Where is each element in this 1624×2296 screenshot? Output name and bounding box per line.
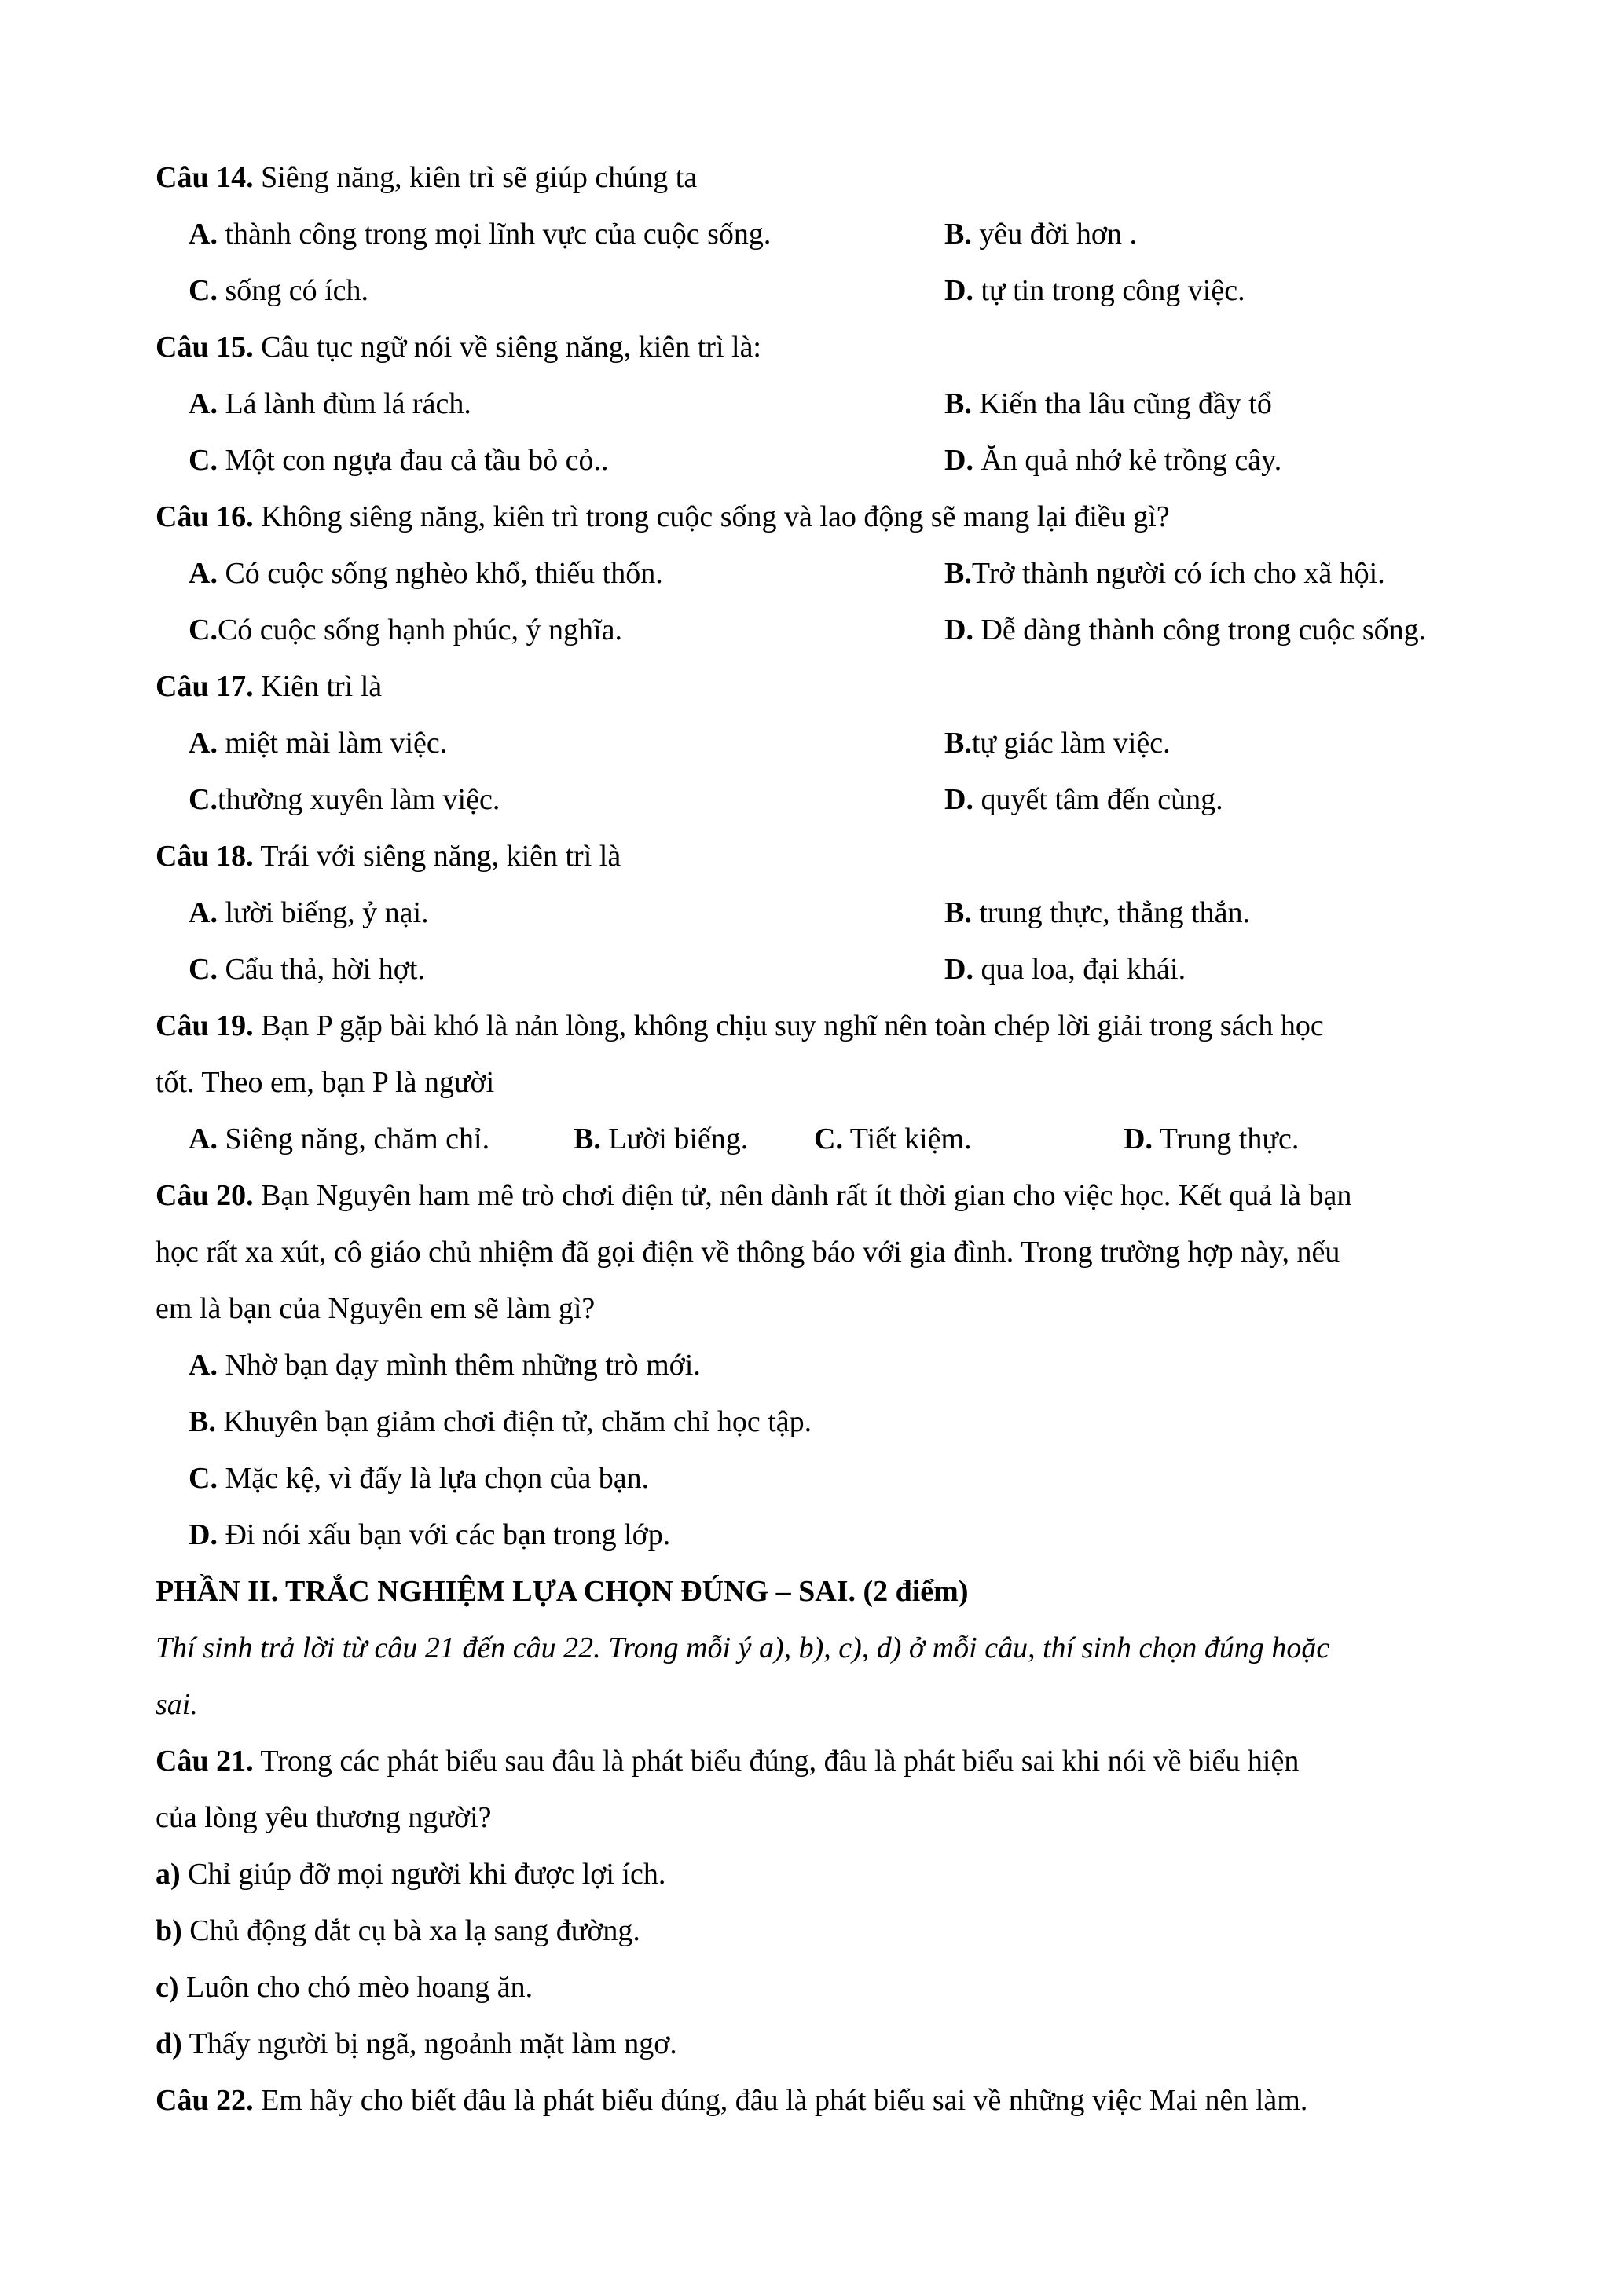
question-label: Câu 16.	[156, 500, 254, 533]
statement-a: a) Chỉ giúp đỡ mọi người khi được lợi ích.	[156, 1858, 666, 1891]
option-d: D. Ăn quả nhớ kẻ trồng cây.	[944, 444, 1282, 477]
options-row	[156, 375, 1476, 432]
option-c: C.Có cuộc sống hạnh phúc, ý nghĩa.	[189, 613, 622, 646]
option-b: B.tự giác làm việc.	[944, 727, 1171, 760]
question-text: Em hãy cho biết đâu là phát biểu đúng, đâu là phát biểu sai về những việc Mai nên làm.	[253, 2084, 1308, 2117]
question-text: Câu tục ngữ nói về siêng năng, kiên trì là:	[253, 331, 761, 364]
option-c: C. Tiết kiệm.	[814, 1122, 972, 1155]
question-label: Câu 15.	[156, 331, 254, 364]
question-text-continued: em là bạn của Nguyên em sẽ làm gì?	[156, 1292, 596, 1325]
section-instructions: Thí sinh trả lời từ câu 21 đến câu 22. Trong mỗi ý a), b), c), d) ở mỗi câu, thí sinh chọn đúng hoặc	[156, 1631, 1330, 1664]
question-text: Bạn Nguyên ham mê trò chơi điện tử, nên dành rất ít thời gian cho việc học. Kết quả là bạn	[253, 1179, 1352, 1212]
options-row	[156, 1111, 1476, 1167]
option-a: A. thành công trong mọi lĩnh vực của cuộc sống.	[189, 218, 772, 251]
option-d: D. tự tin trong công việc.	[944, 274, 1245, 307]
question-14	[156, 149, 1476, 206]
options-row	[156, 545, 1476, 602]
options-row	[156, 602, 1476, 658]
question-19	[156, 998, 1476, 1054]
exam-page	[156, 149, 1476, 2129]
option-a: A. miệt mài làm việc.	[189, 727, 448, 760]
options-row	[156, 941, 1476, 998]
option-c: C.thường xuyên làm việc.	[189, 783, 500, 816]
options-row	[156, 771, 1476, 828]
option-b: B. Khuyên bạn giảm chơi điện tử, chăm chỉ học tập.	[189, 1405, 812, 1438]
option-b: B. yêu đời hơn .	[944, 218, 1137, 251]
question-label: Câu 17.	[156, 670, 254, 703]
question-label: Câu 21.	[156, 1745, 254, 1778]
statement-d: d) Thấy người bị ngã, ngoảnh mặt làm ngơ.	[156, 2027, 677, 2060]
statement-c: c) Luôn cho chó mèo hoang ăn.	[156, 1971, 533, 2004]
question-text: Không siêng năng, kiên trì trong cuộc sống và lao động sẽ mang lại điều gì?	[253, 500, 1170, 533]
option-d: D. qua loa, đại khái.	[944, 953, 1186, 986]
option-c: C. Cẩu thả, hời hợt.	[189, 953, 425, 986]
option-b: B. Kiến tha lâu cũng đầy tổ	[944, 387, 1272, 420]
option-b: B. Lười biếng.	[574, 1122, 749, 1155]
question-text: Bạn P gặp bài khó là nản lòng, không chịu suy nghĩ nên toàn chép lời giải trong sách học	[253, 1009, 1324, 1042]
option-a: A. Có cuộc sống nghèo khổ, thiếu thốn.	[189, 557, 663, 590]
question-16	[156, 489, 1476, 545]
question-text: Trong các phát biểu sau đâu là phát biểu đúng, đâu là phát biểu sai khi nói về biểu hiện	[253, 1745, 1300, 1778]
question-22	[156, 2072, 1476, 2129]
question-label: Câu 19.	[156, 1009, 254, 1042]
question-20	[156, 1167, 1476, 1224]
option-d: D. Trung thực.	[1124, 1122, 1300, 1155]
question-text: Trái với siêng năng, kiên trì là	[253, 840, 621, 873]
section-heading: PHẦN II. TRẮC NGHIỆM LỰA CHỌN ĐÚNG – SAI. (2 điểm)	[156, 1575, 969, 1608]
option-a: A. lười biếng, ỷ nại.	[189, 896, 429, 929]
question-text-continued: của lòng yêu thương người?	[156, 1801, 492, 1834]
options-row	[156, 884, 1476, 941]
option-a: A. Nhờ bạn dạy mình thêm những trò mới.	[189, 1349, 701, 1382]
question-label: Câu 14.	[156, 161, 254, 194]
statement-b: b) Chủ động dắt cụ bà xa lạ sang đường.	[156, 1914, 640, 1947]
options-row	[156, 715, 1476, 771]
question-text-continued: học rất xa xút, cô giáo chủ nhiệm đã gọi điện về thông báo với gia đình. Trong trường hợp này, nếu	[156, 1236, 1340, 1269]
question-label: Câu 18.	[156, 840, 254, 873]
question-text: Kiên trì là	[253, 670, 383, 703]
question-text-continued: tốt. Theo em, bạn P là người	[156, 1066, 495, 1099]
option-d: D. Đi nói xấu bạn với các bạn trong lớp.	[189, 1518, 671, 1551]
option-c: C. sống có ích.	[189, 274, 369, 307]
question-label: Câu 22.	[156, 2084, 254, 2117]
options-row	[156, 206, 1476, 262]
question-text: Siêng năng, kiên trì sẽ giúp chúng ta	[253, 161, 698, 194]
question-17	[156, 658, 1476, 715]
option-b: B.Trở thành người có ích cho xã hội.	[944, 557, 1385, 590]
question-15	[156, 319, 1476, 375]
option-c: C. Một con ngựa đau cả tầu bỏ cỏ..	[189, 444, 609, 477]
options-row	[156, 262, 1476, 319]
question-21	[156, 1733, 1476, 1789]
option-d: D. quyết tâm đến cùng.	[944, 783, 1223, 816]
option-a: A. Lá lành đùm lá rách.	[189, 387, 471, 420]
option-c: C. Mặc kệ, vì đấy là lựa chọn của bạn.	[189, 1462, 650, 1495]
option-d: D. Dễ dàng thành công trong cuộc sống.	[944, 613, 1427, 646]
section-instructions-continued: sai.	[156, 1688, 198, 1721]
options-row	[156, 432, 1476, 489]
question-label: Câu 20.	[156, 1179, 254, 1212]
option-a: A. Siêng năng, chăm chỉ.	[189, 1122, 490, 1155]
question-18	[156, 828, 1476, 884]
option-b: B. trung thực, thẳng thắn.	[944, 896, 1250, 929]
